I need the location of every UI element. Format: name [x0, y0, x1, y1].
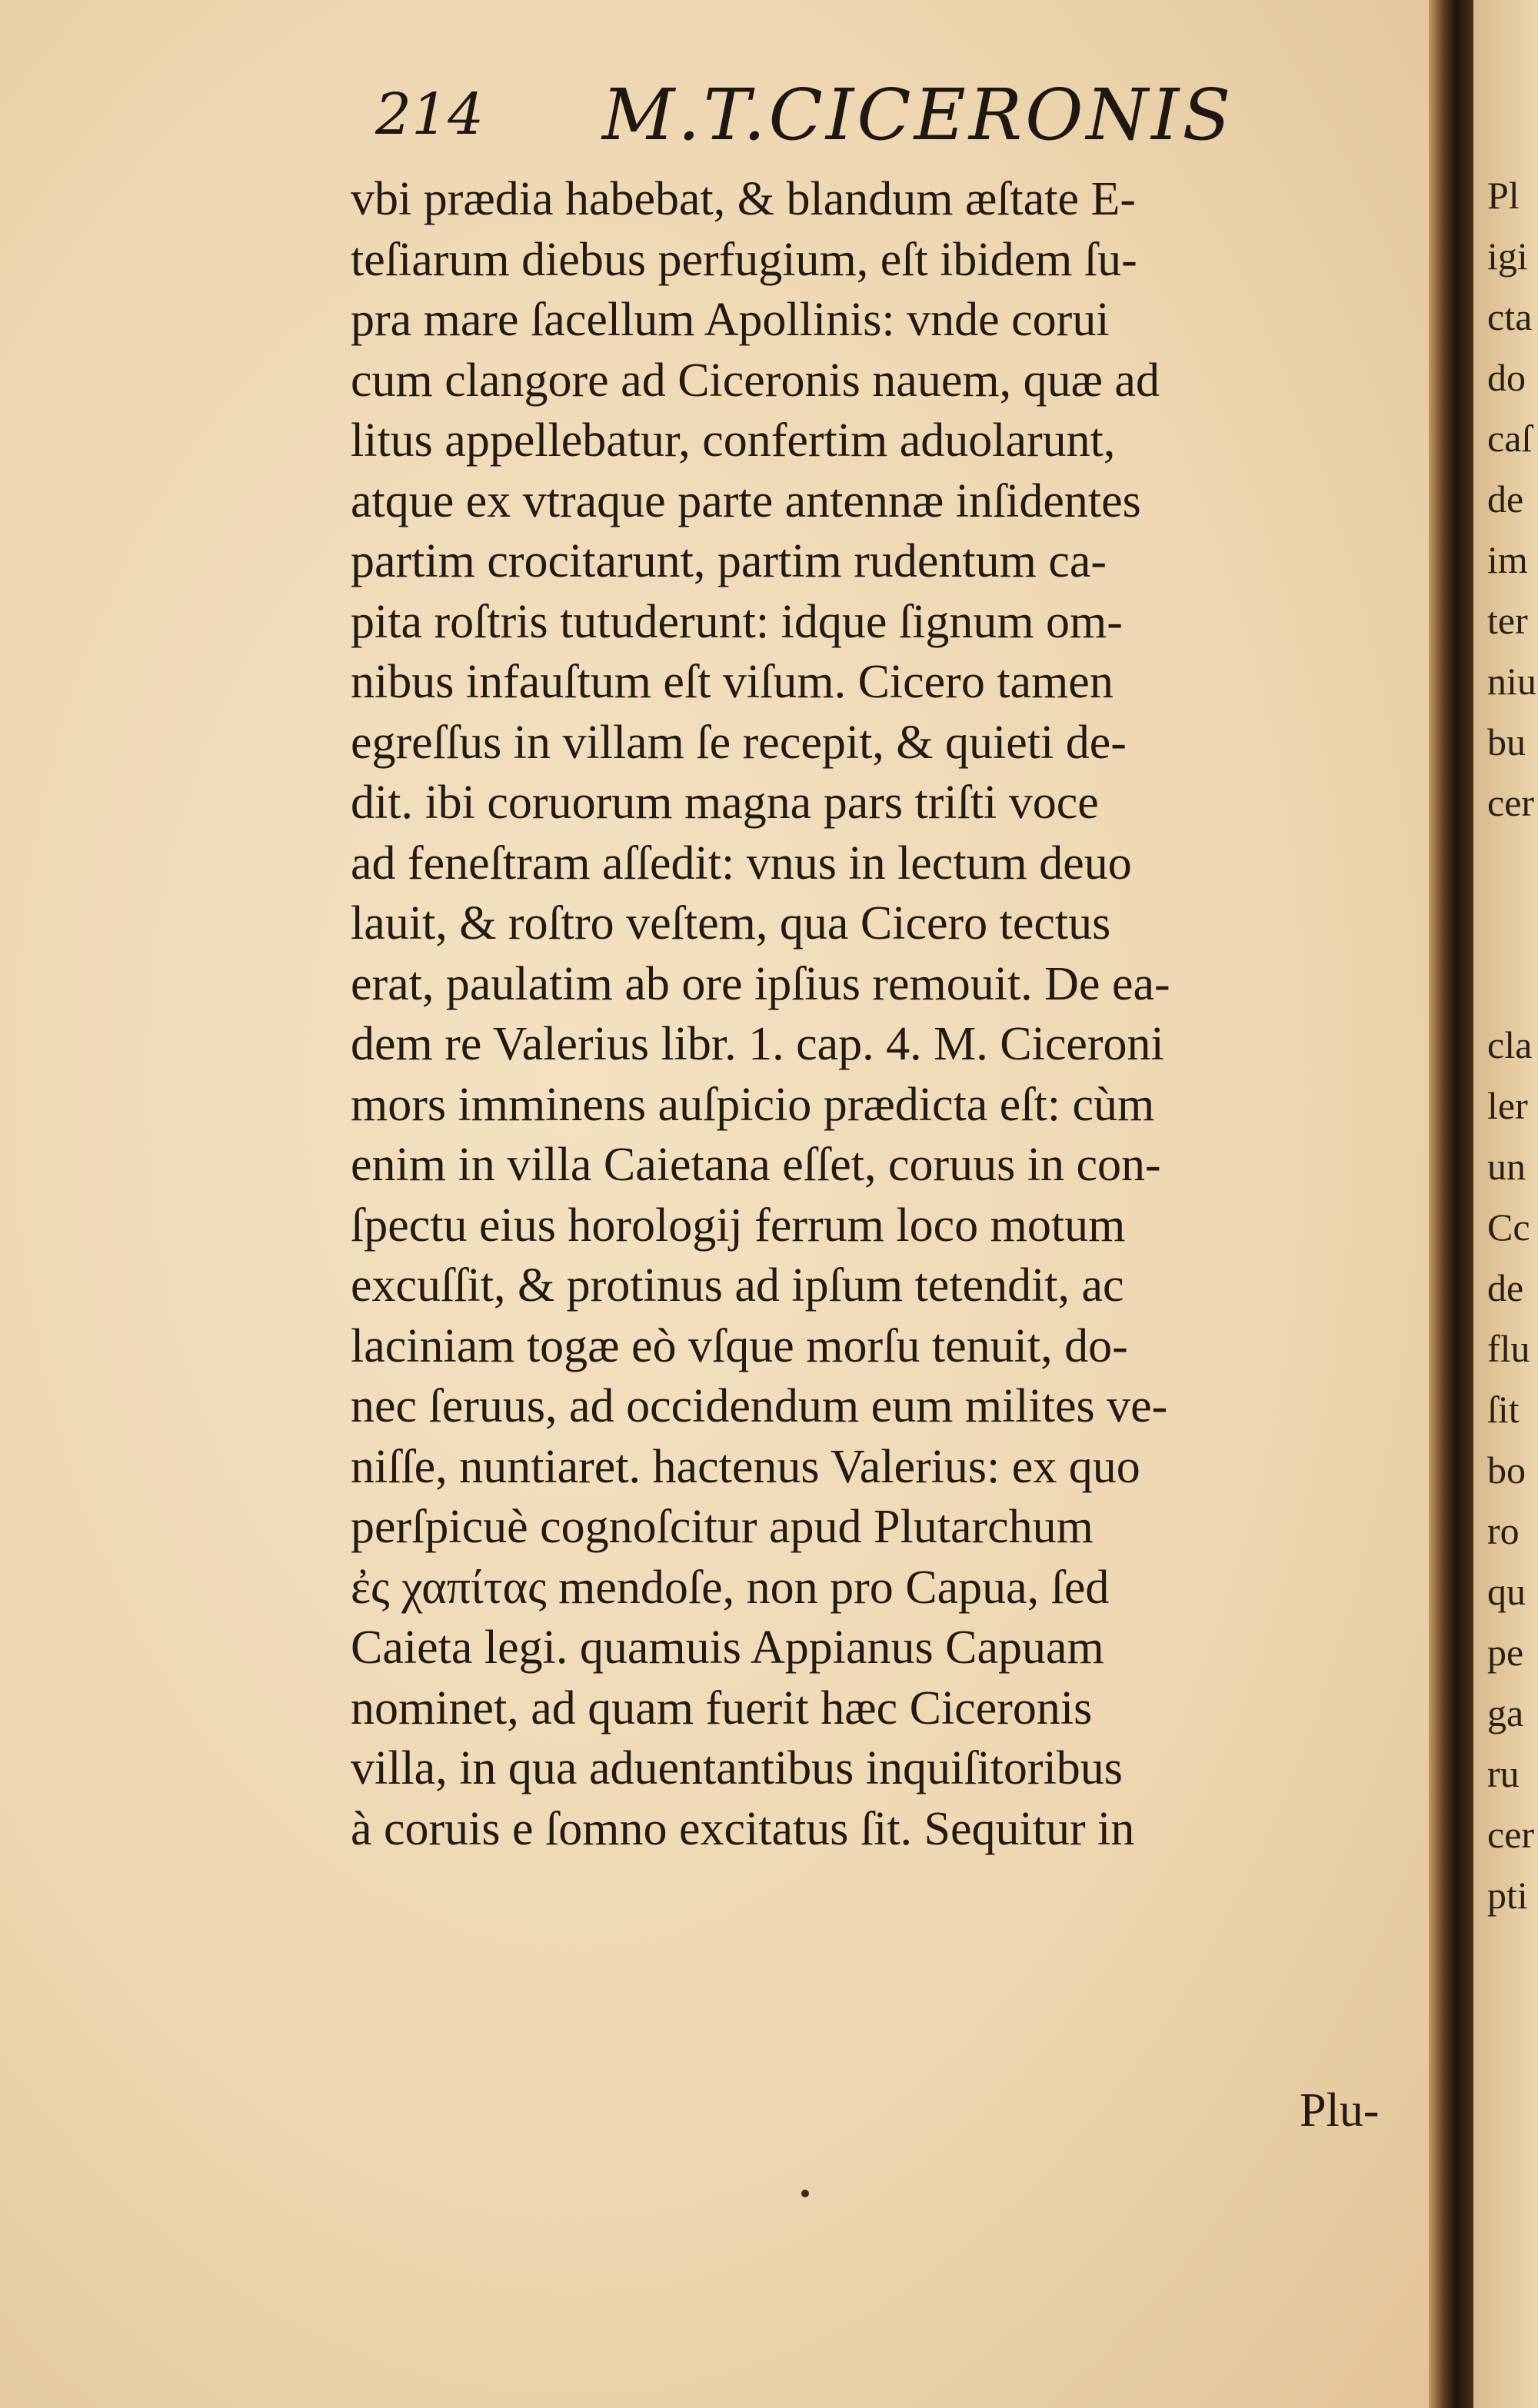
- facing-page-edge: [1473, 0, 1538, 2408]
- text-line: ad feneſtram aſſedit: vnus in lectum deuo: [351, 836, 1132, 890]
- facing-page-fragment: igi: [1487, 234, 1528, 278]
- text-line: teſiarum diebus perfugium, eſt ibidem ſu-: [351, 233, 1137, 286]
- text-line: Caieta legi. quamuis Appianus Capuam: [351, 1621, 1104, 1674]
- facing-page-fragment: cla: [1487, 1023, 1533, 1066]
- facing-page-fragment: ſit: [1487, 1388, 1520, 1431]
- facing-page-fragment: cer: [1487, 781, 1535, 824]
- facing-page-fragment: qu: [1487, 1570, 1526, 1613]
- text-line: pra mare ſacellum Apollinis: vnde corui: [351, 294, 1110, 346]
- text-line: nominet, ad quam fuerit hæc Ciceronis: [351, 1681, 1093, 1734]
- text-line: pita roſtris tutuderunt: idque ſignum om-: [351, 595, 1123, 648]
- text-line: excuſſit, & protinus ad ipſum tetendit, ac: [351, 1259, 1124, 1312]
- ink-dot: [801, 2190, 809, 2197]
- facing-page-fragment: cer: [1487, 1813, 1535, 1856]
- facing-page-fragment: un: [1487, 1145, 1526, 1188]
- facing-page-fragment: ter: [1487, 599, 1528, 642]
- text-line: dem re Valerius libr. 1. cap. 4. M. Ciceroni: [351, 1018, 1164, 1070]
- book-gutter: [1429, 0, 1473, 2408]
- catchword: Plu-: [1300, 2084, 1380, 2137]
- text-line: laciniam togæ eò vſque morſu tenuit, do-: [351, 1319, 1128, 1372]
- facing-page-fragment: do: [1487, 356, 1526, 399]
- text-line: ſpectu eius horologij ferrum loco motum: [351, 1199, 1126, 1252]
- text-line: niſſe, nuntiaret. hactenus Valerius: ex quo: [351, 1440, 1140, 1493]
- text-line: villa, in qua aduentantibus inquiſitoribus: [351, 1742, 1123, 1794]
- text-line: egreſſus in villam ſe recepit, & quieti de-: [351, 716, 1127, 769]
- text-line: dit. ibi coruorum magna pars triſti voce: [351, 777, 1099, 829]
- running-title: M.T.CICERONIS: [602, 74, 1234, 156]
- text-line: erat, paulatim ab ore ipſius remouit. De ea-: [351, 957, 1170, 1010]
- text-line: enim in villa Caietana eſſet, coruus in con-: [351, 1139, 1161, 1191]
- facing-page-fragment: de: [1487, 1266, 1524, 1309]
- facing-page-fragment: niu: [1487, 660, 1536, 703]
- text-line: perſpicuè cognoſcitur apud Plutarchum: [351, 1501, 1094, 1553]
- page-header: [375, 74, 1406, 166]
- facing-page-fragment: im: [1487, 538, 1528, 581]
- facing-page-fragment: Pl: [1487, 174, 1520, 217]
- facing-page-fragment: pe: [1487, 1631, 1524, 1674]
- facing-page-fragment: bu: [1487, 720, 1526, 763]
- text-line: nec ſeruus, ad occidendum eum milites ve-: [351, 1380, 1168, 1432]
- text-line: partim crocitarunt, partim rudentum ca-: [351, 535, 1107, 587]
- facing-page-fragment: ro: [1487, 1509, 1520, 1552]
- facing-page-fragment: de: [1487, 477, 1524, 521]
- text-line: vbi prædia habebat, & blandum æſtate E-: [351, 173, 1137, 225]
- facing-page-fragment: Cc: [1487, 1206, 1530, 1249]
- text-line: atque ex vtraque parte antennæ inſidentes: [351, 474, 1141, 527]
- text-line: nibus infauſtum eſt viſum. Cicero tamen: [351, 656, 1114, 708]
- facing-page-fragment: ler: [1487, 1084, 1528, 1127]
- text-line: lauit, & roſtro veſtem, qua Cicero tectus: [351, 897, 1111, 950]
- text-line: ἐς χαπίτας mendoſe, non pro Capua, ſed: [351, 1561, 1110, 1614]
- text-line: cum clangore ad Ciceronis nauem, quæ ad: [351, 354, 1160, 407]
- text-line: mors imminens auſpicio prædicta eſt: cùm: [351, 1078, 1155, 1131]
- facing-page-fragment: ru: [1487, 1752, 1520, 1795]
- facing-page-fragment: bo: [1487, 1448, 1526, 1492]
- facing-page-fragment: pti: [1487, 1874, 1528, 1917]
- facing-page-fragment: flu: [1487, 1327, 1530, 1370]
- facing-page-fragment: cta: [1487, 295, 1533, 338]
- text-line: à coruis e ſomno excitatus ſit. Sequitur in: [351, 1802, 1135, 1855]
- facing-page-fragment: ga: [1487, 1691, 1524, 1734]
- facing-page-fragment: caſ: [1487, 417, 1533, 460]
- text-line: litus appellebatur, confertim aduolarunt,: [351, 414, 1116, 467]
- body-text: [351, 169, 1427, 1859]
- page-number: 214: [375, 81, 484, 148]
